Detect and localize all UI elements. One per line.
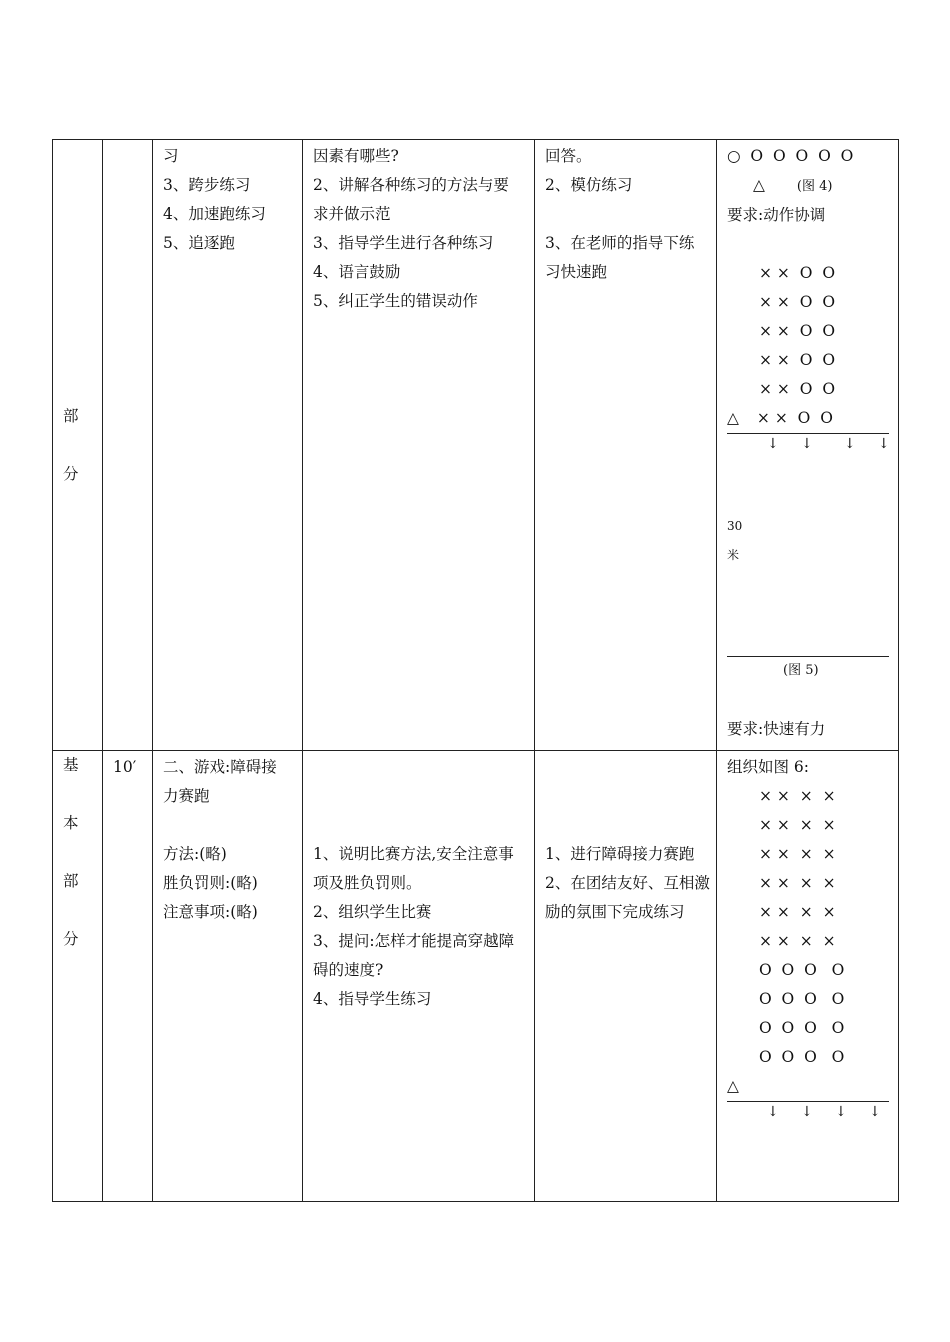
section-char: 分 bbox=[63, 930, 79, 948]
content-line: 习 bbox=[163, 147, 179, 165]
distance-number: 30 bbox=[727, 519, 743, 533]
formation-row: O O O O bbox=[759, 990, 845, 1008]
organization-cell bbox=[717, 751, 899, 1202]
section-char: 基 bbox=[63, 756, 79, 774]
student-activity-cell bbox=[535, 140, 717, 751]
teacher-line: 4、语言鼓励 bbox=[313, 263, 401, 281]
content-cell bbox=[153, 140, 303, 751]
formation-row: × × O O bbox=[759, 380, 836, 398]
lesson-plan-table bbox=[52, 139, 899, 1202]
time-value: 10′ bbox=[113, 758, 137, 776]
formation-row: × × × × bbox=[759, 787, 836, 805]
formation-row: × × × × bbox=[759, 845, 836, 863]
game-title: 力赛跑 bbox=[163, 787, 210, 805]
formation-diagram-6 bbox=[717, 751, 898, 1122]
formation-row: × × O O bbox=[759, 322, 836, 340]
teacher-line: 求并做示范 bbox=[313, 205, 391, 223]
teacher-triangle: △ bbox=[727, 409, 739, 427]
student-line: 1、进行障碍接力赛跑 bbox=[545, 845, 695, 863]
time-cell bbox=[103, 751, 153, 1202]
teacher-triangle: △ bbox=[753, 176, 765, 194]
teacher-line: 2、组织学生比赛 bbox=[313, 903, 432, 921]
formation-row: × × O O bbox=[759, 293, 836, 311]
teacher-line: 3、提问:怎样才能提高穿越障 bbox=[313, 932, 515, 950]
notes-text: 注意事项:(略) bbox=[163, 903, 258, 921]
formation-diagram-4-5 bbox=[717, 140, 898, 744]
teacher-line: 2、讲解各种练习的方法与要 bbox=[313, 176, 509, 194]
teacher-line: 项及胜负罚则。 bbox=[313, 874, 422, 892]
penalty-text: 胜负罚则:(略) bbox=[163, 874, 258, 892]
teacher-line: 4、指导学生练习 bbox=[313, 990, 432, 1008]
figure-caption: (图 4) bbox=[796, 179, 833, 194]
content-line: 4、加速跑练习 bbox=[163, 205, 266, 223]
formation-row: O O O O bbox=[759, 961, 845, 979]
student-line: 习快速跑 bbox=[545, 263, 608, 281]
formation-row: × × O O bbox=[756, 409, 833, 427]
formation-row: × × × × bbox=[759, 816, 836, 834]
teacher-line: 碍的速度? bbox=[313, 961, 384, 979]
figure-caption: (图 5) bbox=[783, 663, 819, 678]
section-char: 部 bbox=[63, 872, 79, 890]
table-row bbox=[53, 140, 899, 751]
student-line: 2、模仿练习 bbox=[545, 176, 633, 194]
formation-row: O O O O bbox=[759, 1019, 845, 1037]
section-char: 分 bbox=[63, 465, 79, 483]
distance-unit: 米 bbox=[727, 548, 740, 562]
teacher-activity-cell bbox=[303, 140, 535, 751]
teacher-line: 1、说明比赛方法,安全注意事 bbox=[313, 845, 514, 863]
requirement-text: 要求:动作协调 bbox=[727, 206, 826, 224]
student-line: 励的氛围下完成练习 bbox=[545, 903, 685, 921]
section-char: 部 bbox=[63, 407, 79, 425]
student-line: 回答。 bbox=[545, 147, 592, 165]
formation-row: × × × × bbox=[759, 874, 836, 892]
running-direction-arrows: ↓ ↓ ↓ ↓ bbox=[767, 1104, 881, 1120]
method-text: 方法:(略) bbox=[163, 845, 227, 863]
formation-row: O O O O bbox=[759, 1048, 845, 1066]
content-line: 5、追逐跑 bbox=[163, 234, 235, 252]
teacher-line: 5、纠正学生的错误动作 bbox=[313, 292, 478, 310]
table-row bbox=[53, 751, 899, 1202]
formation-row: × × × × bbox=[759, 903, 836, 921]
requirement-text: 要求:快速有力 bbox=[727, 720, 826, 738]
formation-row: × × O O bbox=[759, 264, 836, 282]
time-cell bbox=[103, 140, 153, 751]
formation-row: × × O O bbox=[759, 351, 836, 369]
section-cell bbox=[53, 751, 103, 1202]
student-activity-cell bbox=[535, 751, 717, 1202]
organization-title: 组织如图 6: bbox=[727, 758, 810, 776]
circle-row: ○ O O O O O bbox=[727, 147, 854, 165]
student-line: 3、在老师的指导下练 bbox=[545, 234, 695, 252]
content-cell bbox=[153, 751, 303, 1202]
teacher-triangle: △ bbox=[727, 1077, 739, 1095]
teacher-line: 因素有哪些? bbox=[313, 147, 399, 165]
teacher-line: 3、指导学生进行各种练习 bbox=[313, 234, 494, 252]
section-char: 本 bbox=[63, 814, 79, 832]
student-line: 2、在团结友好、互相激 bbox=[545, 874, 710, 892]
section-cell bbox=[53, 140, 103, 751]
organization-cell bbox=[717, 140, 899, 751]
formation-row: × × × × bbox=[759, 932, 836, 950]
teacher-activity-cell bbox=[303, 751, 535, 1202]
game-title: 二、游戏:障碍接 bbox=[163, 758, 277, 776]
content-line: 3、跨步练习 bbox=[163, 176, 251, 194]
running-direction-arrows: ↓ ↓ ↓ ↓ bbox=[767, 436, 890, 452]
